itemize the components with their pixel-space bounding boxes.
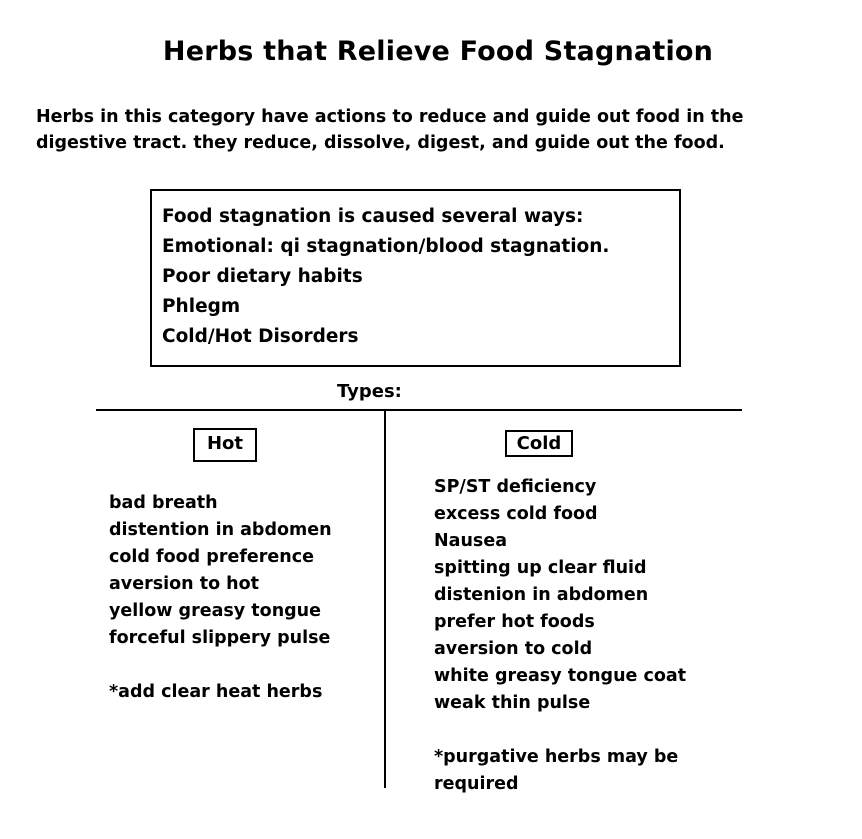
cold-symptom: distenion in abdomen [434, 585, 649, 605]
intro-line-1: Herbs in this category have actions to reduce and guide out food in the [36, 107, 744, 127]
hot-symptom: aversion to hot [109, 574, 260, 594]
hot-symptom: bad breath [109, 493, 218, 513]
cold-symptom: excess cold food [434, 504, 598, 524]
hot-heading: Hot [193, 428, 257, 462]
cause-item: Phlegm [162, 296, 241, 317]
cold-note: *purgative herbs may be required [434, 747, 679, 794]
page-title: Herbs that Relieve Food Stagnation [162, 36, 714, 67]
cold-symptom: Nausea [434, 531, 508, 551]
cold-symptom: SP/ST deficiency [434, 477, 597, 497]
causes-list [162, 202, 609, 352]
cold-symptom: white greasy tongue coat [434, 666, 687, 686]
cold-symptom-list [434, 474, 686, 717]
cold-symptom: weak thin pulse [434, 693, 591, 713]
types-horizontal-divider [96, 409, 742, 411]
hot-note: *add clear heat herbs [109, 682, 323, 702]
hot-symptom: forceful slippery pulse [109, 628, 331, 648]
hot-symptom: cold food preference [109, 547, 315, 567]
cause-item: Cold/Hot Disorders [162, 326, 359, 347]
cold-heading: Cold [505, 430, 573, 457]
cause-item: Poor dietary habits [162, 266, 363, 287]
hot-symptom: yellow greasy tongue [109, 601, 322, 621]
cold-symptom: aversion to cold [434, 639, 593, 659]
causes-heading: Food stagnation is caused several ways: [162, 206, 584, 227]
intro-line-2: digestive tract. they reduce, dissolve, digest, and guide out the food. [36, 133, 725, 153]
causes-box [150, 189, 681, 367]
types-vertical-divider [384, 411, 386, 788]
types-label: Types: [337, 381, 402, 402]
hot-symptom: distention in abdomen [109, 520, 332, 540]
cold-symptom: prefer hot foods [434, 612, 595, 632]
cold-symptom: spitting up clear fluid [434, 558, 647, 578]
cause-item: Emotional: qi stagnation/blood stagnation. [162, 236, 610, 257]
hot-symptom-list [109, 490, 332, 652]
intro-paragraph [36, 104, 836, 156]
